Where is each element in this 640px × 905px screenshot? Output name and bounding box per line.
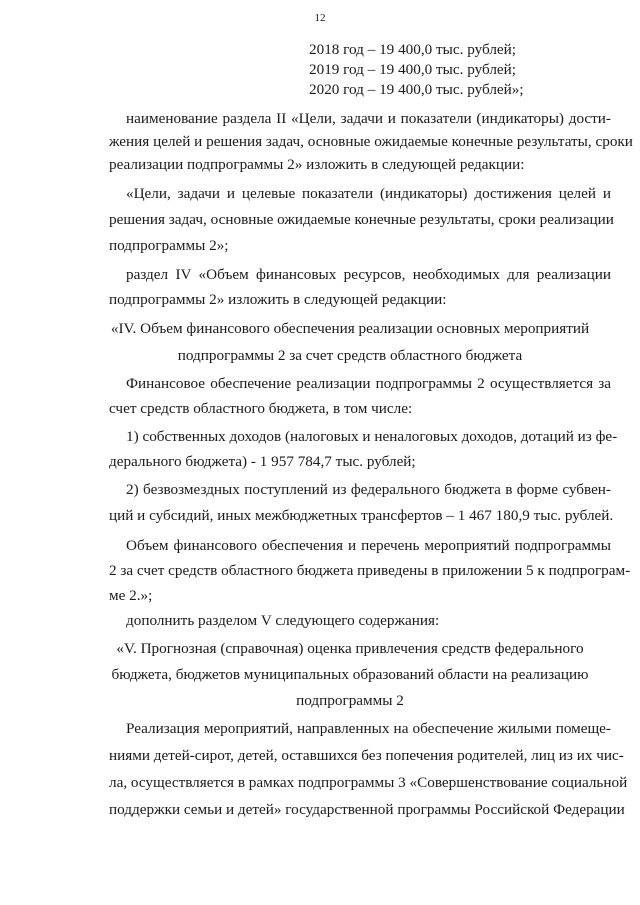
paragraph-line: ла, осуществляется в рамках подпрограммы 3 «Совершенствование социальной: [109, 774, 628, 791]
section-heading-v: подпрограммы 2: [296, 692, 404, 709]
paragraph-line: ме 2.»;: [109, 587, 153, 604]
paragraph-line: счет средств областного бюджета, в том числе:: [109, 400, 413, 417]
list-item-2: 2) безвозмездных поступлений из федерального бюджета в форме субвен-: [126, 481, 611, 498]
year-line-2020: 2020 год – 19 400,0 тыс. рублей»;: [309, 81, 524, 98]
paragraph-line: подпрограммы 2» изложить в следующей редакции:: [109, 291, 447, 308]
page-number: 12: [314, 12, 326, 24]
section-heading-iv: подпрограммы 2 за счет средств областного бюджета: [177, 347, 523, 364]
year-line-2019: 2019 год – 19 400,0 тыс. рублей;: [309, 61, 517, 78]
year-line-2018: 2018 год – 19 400,0 тыс. рублей;: [309, 41, 517, 58]
paragraph-line: жения целей и решения задач, основные ожидаемые конечные результаты, сроки: [109, 133, 633, 150]
paragraph-line: раздел IV «Объем финансовых ресурсов, необходимых для реализации: [126, 266, 611, 283]
quote-line: «Цели, задачи и целевые показатели (индикаторы) достижения целей и: [126, 185, 611, 202]
section-heading-v: «V. Прогнозная (справочная) оценка привлечения средств федерального: [116, 640, 584, 657]
quote-line: подпрограммы 2»;: [109, 237, 229, 254]
paragraph-line: Объем финансового обеспечения и перечень мероприятий подпрограммы: [126, 537, 611, 554]
paragraph-line: Реализация мероприятий, направленных на обеспечение жилыми помеще-: [126, 720, 611, 737]
paragraph-line: поддержки семьи и детей» государственной программы Российской Федерации: [109, 801, 625, 818]
paragraph-line: реализации подпрограммы 2» изложить в следующей редакции:: [109, 156, 525, 173]
list-item-1: дерального бюджета) - 1 957 784,7 тыс. рублей;: [109, 453, 416, 470]
section-heading-v: бюджета, бюджетов муниципальных образований области на реализацию: [111, 666, 589, 683]
paragraph-line: ниями детей-сирот, детей, оставшихся без попечения родителей, лиц из их чис-: [109, 747, 624, 764]
list-item-1: 1) собственных доходов (налоговых и неналоговых доходов, дотаций из фе-: [126, 428, 618, 445]
section-heading-iv: «IV. Объем финансового обеспечения реализации основных мероприятий: [110, 320, 590, 337]
list-item-2: ций и субсидий, иных межбюджетных трансфертов – 1 467 180,9 тыс. рублей.: [109, 507, 614, 524]
paragraph-line: наименование раздела II «Цели, задачи и показатели (индикаторы) дости-: [126, 110, 611, 127]
paragraph-line: дополнить разделом V следующего содержания:: [126, 612, 440, 629]
quote-line: решения задач, основные ожидаемые конечные результаты, сроки реализации: [109, 211, 614, 228]
paragraph-line: 2 за счет средств областного бюджета приведены в приложении 5 к подпрограм-: [109, 562, 631, 579]
paragraph-line: Финансовое обеспечение реализации подпрограммы 2 осуществляется за: [126, 375, 611, 392]
